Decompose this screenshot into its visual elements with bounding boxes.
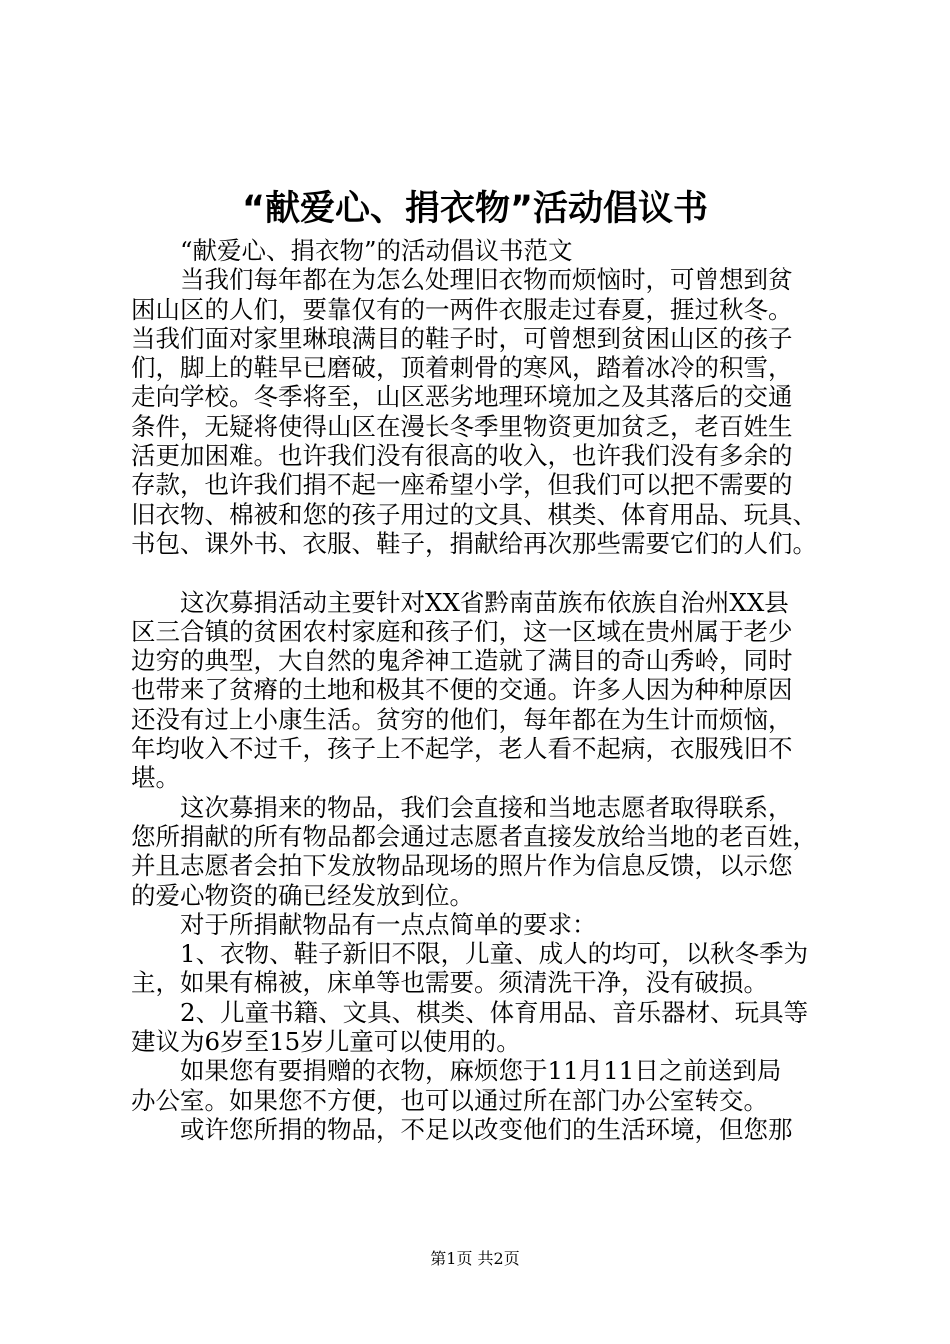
text-line: “献爱心、捐衣物”的活动倡议书范文 [131,236,573,265]
text-line: 这次募捐活动主要针对XX省黔南苗族布依族自治州XX县 [131,587,789,617]
text-line: 2、儿童书籍、文具、棋类、体育用品、音乐器材、玩具等 [131,997,809,1027]
text-line: 这次募捐来的物品，我们会直接和当地志愿者取得联系， [131,792,793,822]
page-footer: 第1页 共2页 [430,1249,520,1268]
text-line: 如果您有要捐赠的衣物，麻烦您于11月11日之前送到局 [131,1056,782,1086]
text-line: 主，如果有棉被，床单等也需要。须清洗干净，没有破损。 [131,968,768,998]
text-line: 办公室。如果您不方便，也可以通过所在部门办公室转交。 [131,1085,768,1115]
text-line: 也带来了贫瘠的土地和极其不便的交通。许多人因为种种原因 [131,675,793,705]
text-line: 当我们每年都在为怎么处理旧衣物而烦恼时，可曾想到贫 [131,265,793,295]
text-line: 区三合镇的贫困农村家庭和孩子们，这一区域在贵州属于老少 [131,616,793,646]
text-line: 条件，无疑将使得山区在漫长冬季里物资更加贫乏，老百姓生 [131,411,793,441]
text-line: 1、衣物、鞋子新旧不限，儿童、成人的均可，以秋冬季为 [131,939,809,969]
document-body [131,236,831,1144]
document-title: “献爱心、捐衣物”活动倡议书 [241,189,708,229]
text-line: 对于所捐献物品有一点点简单的要求： [131,909,597,939]
text-line: 的爱心物资的确已经发放到位。 [131,880,474,910]
text-line: 困山区的人们，要靠仅有的一两件衣服走过春夏，捱过秋冬。 [131,294,793,324]
text-line: 堪。 [131,763,180,793]
paragraph-gap [131,558,831,587]
text-line: 旧衣物、棉被和您的孩子用过的文具、棋类、体育用品、玩具、 [131,499,817,529]
text-line: 您所捐献的所有物品都会通过志愿者直接发放给当地的老百姓， [131,821,817,851]
text-line: 书包、课外书、衣服、鞋子，捐献给再次那些需要它们的人们。 [131,528,817,558]
text-line: 边穷的典型，大自然的鬼斧神工造就了满目的奇山秀岭，同时 [131,646,793,676]
text-line: 建议为6岁至15岁儿童可以使用的。 [131,1027,521,1057]
text-line: 年均收入不过千，孩子上不起学，老人看不起病，衣服残旧不 [131,734,793,764]
text-line: 活更加困难。也许我们没有很高的收入，也许我们没有多余的 [131,441,793,471]
text-line: 当我们面对家里琳琅满目的鞋子时，可曾想到贫困山区的孩子 [131,323,793,353]
text-line: 或许您所捐的物品，不足以改变他们的生活环境，但您那 [131,1114,793,1144]
text-line: 们，脚上的鞋早已磨破，顶着刺骨的寒风，踏着冰冷的积雪， [131,353,793,383]
text-line: 走向学校。冬季将至，山区恶劣地理环境加之及其落后的交通 [131,382,793,412]
text-line: 并且志愿者会拍下发放物品现场的照片作为信息反馈，以示您 [131,851,793,881]
text-line: 还没有过上小康生活。贫穷的他们，每年都在为生计而烦恼， [131,704,793,734]
text-line: 存款，也许我们捐不起一座希望小学，但我们可以把不需要的 [131,470,793,500]
